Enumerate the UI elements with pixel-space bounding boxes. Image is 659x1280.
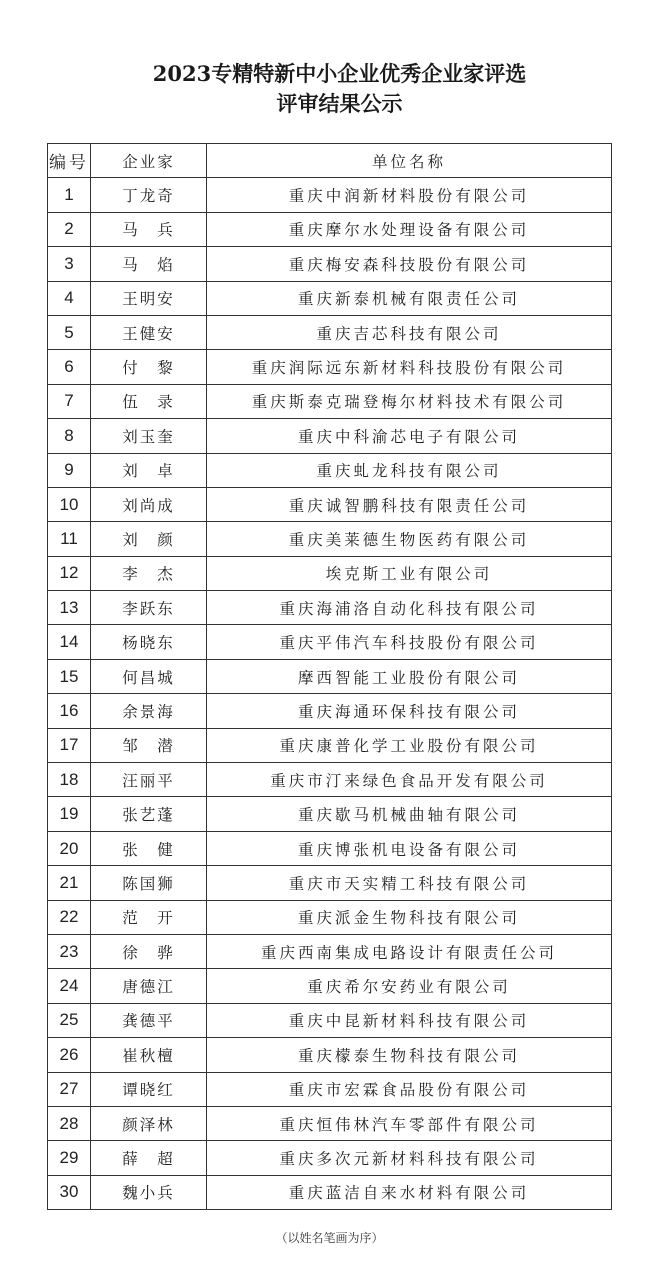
header-company: 单位名称 xyxy=(207,144,612,178)
entrepreneur-name: 马 焰 xyxy=(91,247,207,281)
entrepreneur-name: 伍 录 xyxy=(91,384,207,418)
company-name: 重庆中昆新材料科技有限公司 xyxy=(207,1003,612,1037)
company-name: 重庆海浦洛自动化科技有限公司 xyxy=(207,591,612,625)
company-name: 重庆中润新材料股份有限公司 xyxy=(207,178,612,212)
company-name: 重庆新泰机械有限责任公司 xyxy=(207,281,612,315)
table-row xyxy=(48,487,612,521)
entrepreneur-name: 魏小兵 xyxy=(91,1175,207,1209)
entrepreneur-name: 龚德平 xyxy=(91,1003,207,1037)
entrepreneur-name: 刘玉奎 xyxy=(91,419,207,453)
row-number: 21 xyxy=(48,866,91,900)
company-name: 重庆蓝洁自来水材料有限公司 xyxy=(207,1175,612,1209)
table-row xyxy=(48,866,612,900)
entrepreneur-name: 张 健 xyxy=(91,831,207,865)
company-name: 重庆润际远东新材料科技股份有限公司 xyxy=(207,350,612,384)
document-subtitle: 评审结果公示 xyxy=(276,91,403,116)
table-row xyxy=(48,1175,612,1209)
company-name: 摩西智能工业股份有限公司 xyxy=(207,659,612,693)
table-row xyxy=(48,969,612,1003)
entrepreneur-name: 刘尚成 xyxy=(91,487,207,521)
entrepreneur-name: 刘 颜 xyxy=(91,522,207,556)
entrepreneur-name: 谭晓红 xyxy=(91,1072,207,1106)
row-number: 23 xyxy=(48,934,91,968)
row-number: 14 xyxy=(48,625,91,659)
table-row xyxy=(48,831,612,865)
entrepreneur-name: 李 杰 xyxy=(91,556,207,590)
company-name: 重庆诚智鹏科技有限责任公司 xyxy=(207,487,612,521)
table-row xyxy=(48,1141,612,1175)
row-number: 20 xyxy=(48,831,91,865)
company-name: 重庆梅安森科技股份有限公司 xyxy=(207,247,612,281)
row-number: 25 xyxy=(48,1003,91,1037)
entrepreneur-name: 刘 卓 xyxy=(91,453,207,487)
table-row xyxy=(48,625,612,659)
row-number: 19 xyxy=(48,797,91,831)
row-number: 4 xyxy=(48,281,91,315)
row-number: 26 xyxy=(48,1038,91,1072)
table-row xyxy=(48,763,612,797)
row-number: 10 xyxy=(48,487,91,521)
table-row xyxy=(48,281,612,315)
company-name: 重庆博张机电设备有限公司 xyxy=(207,831,612,865)
results-table xyxy=(47,143,612,1210)
document-title: 2023专精特新中小企业优秀企业家评选 xyxy=(152,61,527,86)
row-number: 7 xyxy=(48,384,91,418)
company-name: 重庆多次元新材料科技有限公司 xyxy=(207,1141,612,1175)
row-number: 11 xyxy=(48,522,91,556)
row-number: 12 xyxy=(48,556,91,590)
row-number: 28 xyxy=(48,1106,91,1140)
entrepreneur-name: 徐 骅 xyxy=(91,934,207,968)
entrepreneur-name: 马 兵 xyxy=(91,212,207,246)
entrepreneur-name: 汪丽平 xyxy=(91,763,207,797)
row-number: 2 xyxy=(48,212,91,246)
table-row xyxy=(48,1072,612,1106)
company-name: 重庆檬泰生物科技有限公司 xyxy=(207,1038,612,1072)
entrepreneur-name: 余景海 xyxy=(91,694,207,728)
company-name: 重庆中科渝芯电子有限公司 xyxy=(207,419,612,453)
row-number: 3 xyxy=(48,247,91,281)
table-row xyxy=(48,419,612,453)
row-number: 16 xyxy=(48,694,91,728)
row-number: 15 xyxy=(48,659,91,693)
entrepreneur-name: 丁龙奇 xyxy=(91,178,207,212)
table-row xyxy=(48,350,612,384)
entrepreneur-name: 崔秋檀 xyxy=(91,1038,207,1072)
entrepreneur-name: 唐德江 xyxy=(91,969,207,1003)
row-number: 27 xyxy=(48,1072,91,1106)
row-number: 6 xyxy=(48,350,91,384)
row-number: 5 xyxy=(48,315,91,349)
table-row xyxy=(48,900,612,934)
entrepreneur-name: 颜泽林 xyxy=(91,1106,207,1140)
company-name: 重庆市天实精工科技有限公司 xyxy=(207,866,612,900)
entrepreneur-name: 何昌城 xyxy=(91,659,207,693)
company-name: 重庆吉芯科技有限公司 xyxy=(207,315,612,349)
company-name: 重庆康普化学工业股份有限公司 xyxy=(207,728,612,762)
row-number: 18 xyxy=(48,763,91,797)
row-number: 29 xyxy=(48,1141,91,1175)
header-number: 编号 xyxy=(48,144,91,178)
header-entrepreneur: 企业家 xyxy=(91,144,207,178)
table-row xyxy=(48,212,612,246)
table-row xyxy=(48,1038,612,1072)
row-number: 22 xyxy=(48,900,91,934)
entrepreneur-name: 陈国狮 xyxy=(91,866,207,900)
table-row xyxy=(48,659,612,693)
company-name: 重庆市汀来绿色食品开发有限公司 xyxy=(207,763,612,797)
company-name: 埃克斯工业有限公司 xyxy=(207,556,612,590)
table-row xyxy=(48,178,612,212)
entrepreneur-name: 张艺蓬 xyxy=(91,797,207,831)
row-number: 13 xyxy=(48,591,91,625)
table-row xyxy=(48,522,612,556)
row-number: 8 xyxy=(48,419,91,453)
table-row xyxy=(48,453,612,487)
entrepreneur-name: 杨晓东 xyxy=(91,625,207,659)
table-row xyxy=(48,247,612,281)
table-row xyxy=(48,384,612,418)
table-row xyxy=(48,1106,612,1140)
entrepreneur-name: 邹 潜 xyxy=(91,728,207,762)
company-name: 重庆斯泰克瑞登梅尔材料技术有限公司 xyxy=(207,384,612,418)
row-number: 17 xyxy=(48,728,91,762)
row-number: 24 xyxy=(48,969,91,1003)
table-row xyxy=(48,728,612,762)
table-row xyxy=(48,1003,612,1037)
table-row xyxy=(48,694,612,728)
company-name: 重庆美莱德生物医药有限公司 xyxy=(207,522,612,556)
company-name: 重庆虬龙科技有限公司 xyxy=(207,453,612,487)
table-row xyxy=(48,315,612,349)
company-name: 重庆摩尔水处理设备有限公司 xyxy=(207,212,612,246)
table-row xyxy=(48,556,612,590)
table-header-row xyxy=(48,144,612,178)
footnote: （以姓名笔画为序） xyxy=(275,1231,384,1245)
company-name: 重庆恒伟林汽车零部件有限公司 xyxy=(207,1106,612,1140)
entrepreneur-name: 李跃东 xyxy=(91,591,207,625)
company-name: 重庆西南集成电路设计有限责任公司 xyxy=(207,934,612,968)
company-name: 重庆市宏霖食品股份有限公司 xyxy=(207,1072,612,1106)
entrepreneur-name: 王健安 xyxy=(91,315,207,349)
entrepreneur-name: 付 黎 xyxy=(91,350,207,384)
company-name: 重庆希尔安药业有限公司 xyxy=(207,969,612,1003)
row-number: 30 xyxy=(48,1175,91,1209)
company-name: 重庆派金生物科技有限公司 xyxy=(207,900,612,934)
company-name: 重庆平伟汽车科技股份有限公司 xyxy=(207,625,612,659)
row-number: 1 xyxy=(48,178,91,212)
entrepreneur-name: 薛 超 xyxy=(91,1141,207,1175)
table-row xyxy=(48,797,612,831)
company-name: 重庆海通环保科技有限公司 xyxy=(207,694,612,728)
entrepreneur-name: 范 开 xyxy=(91,900,207,934)
entrepreneur-name: 王明安 xyxy=(91,281,207,315)
table-row xyxy=(48,591,612,625)
table-row xyxy=(48,934,612,968)
row-number: 9 xyxy=(48,453,91,487)
company-name: 重庆歇马机械曲轴有限公司 xyxy=(207,797,612,831)
